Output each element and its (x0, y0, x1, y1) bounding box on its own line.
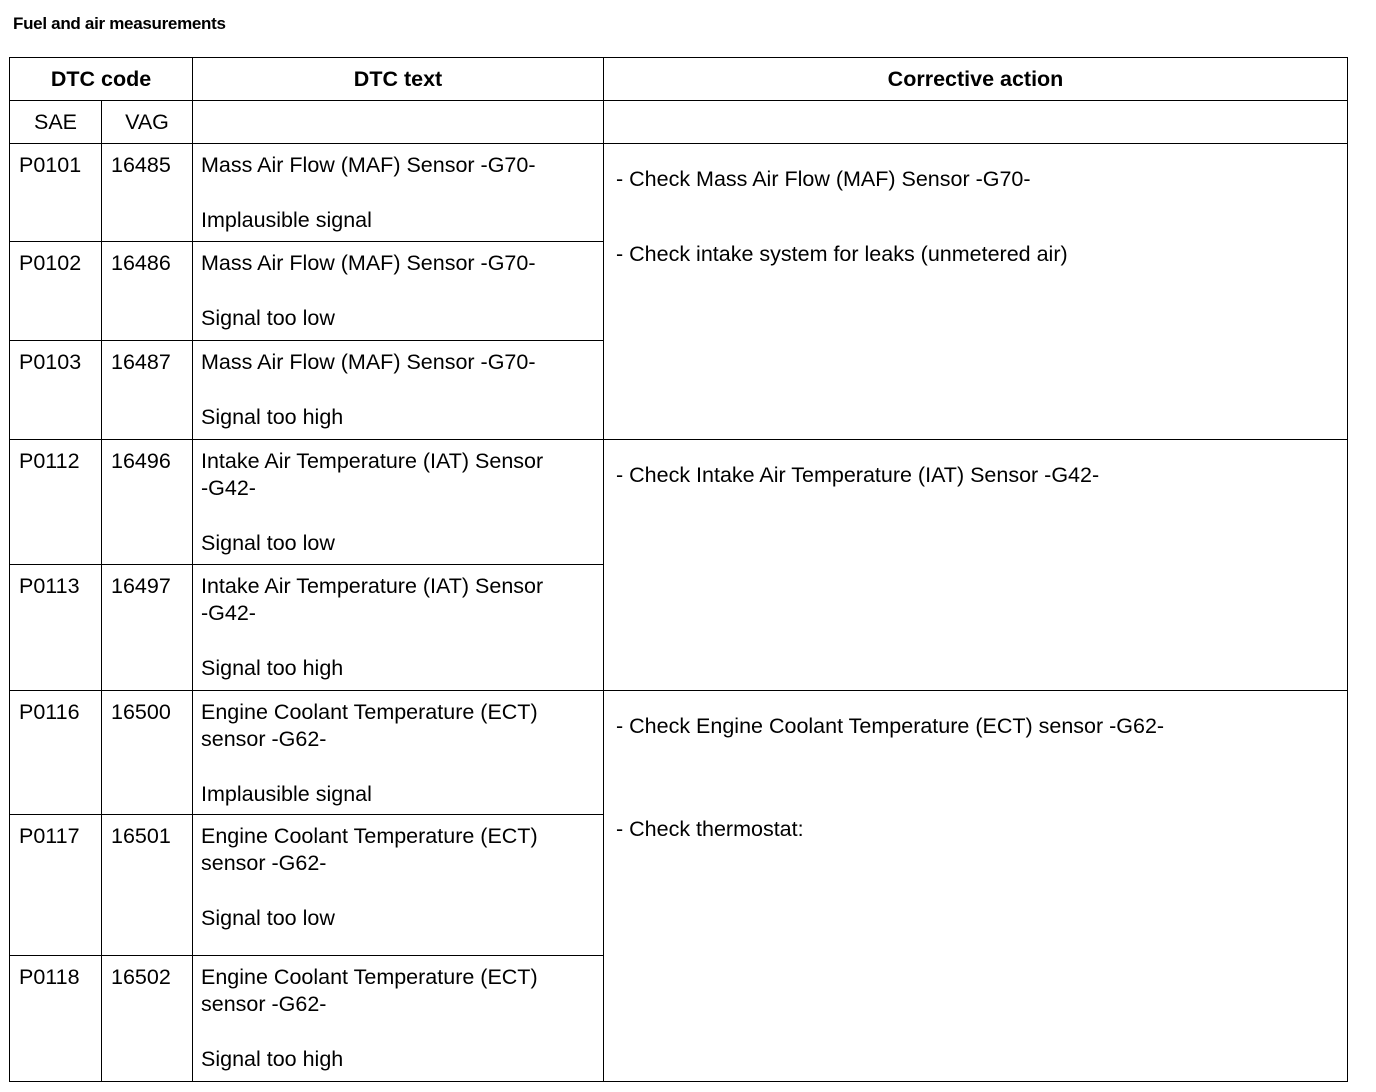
action-item: - Check Engine Coolant Temperature (ECT) sensor -G62- (616, 714, 1165, 738)
dtc-text-line: -G42- (201, 476, 256, 500)
header-vag: VAG (102, 101, 193, 144)
dtc-status: Signal too high (201, 405, 344, 429)
header-dtc-code: DTC code (10, 58, 193, 101)
header-corrective-action: Corrective action (604, 58, 1348, 101)
page-title: Fuel and air measurements (13, 14, 226, 33)
vag-code: 16500 (102, 691, 193, 815)
corrective-action (604, 144, 1348, 440)
dtc-status: Signal too low (201, 531, 335, 555)
dtc-status: Signal too high (201, 1047, 344, 1071)
sae-code: P0112 (10, 440, 102, 565)
dtc-status: Signal too low (201, 906, 335, 930)
sae-code: P0102 (10, 242, 102, 341)
vag-code: 16496 (102, 440, 193, 565)
header-row (10, 58, 1348, 101)
dtc-text-line: sensor -G62- (201, 851, 327, 875)
dtc-status: Implausible signal (201, 208, 372, 232)
vag-code: 16487 (102, 341, 193, 440)
action-item: - Check Mass Air Flow (MAF) Sensor -G70- (616, 167, 1031, 191)
vag-code: 16501 (102, 815, 193, 956)
vag-code: 16497 (102, 565, 193, 691)
dtc-text-line: -G42- (201, 601, 256, 625)
table-row (10, 440, 1348, 565)
sae-code: P0101 (10, 144, 102, 242)
dtc-status: Signal too low (201, 306, 335, 330)
dtc-text-line: sensor -G62- (201, 727, 327, 751)
header-dtc-text: DTC text (193, 58, 604, 101)
dtc-text (193, 691, 604, 815)
sae-code: P0113 (10, 565, 102, 691)
dtc-text (193, 341, 604, 440)
vag-code: 16486 (102, 242, 193, 341)
dtc-text-line: Engine Coolant Temperature (ECT) (201, 700, 538, 724)
table-row (10, 691, 1348, 815)
dtc-text (193, 242, 604, 341)
sae-code: P0116 (10, 691, 102, 815)
corrective-action (604, 691, 1348, 1082)
subheader-row (10, 101, 1348, 144)
dtc-text-line: sensor -G62- (201, 992, 327, 1016)
dtc-text-line: Intake Air Temperature (IAT) Sensor (201, 574, 544, 598)
dtc-text-line: Mass Air Flow (MAF) Sensor -G70- (201, 350, 536, 374)
corrective-action (604, 440, 1348, 691)
dtc-status: Signal too high (201, 656, 344, 680)
header-sae: SAE (10, 101, 102, 144)
dtc-table (9, 57, 1348, 1082)
action-item: - Check Intake Air Temperature (IAT) Sensor -G42- (616, 463, 1100, 487)
sae-code: P0117 (10, 815, 102, 956)
dtc-text (193, 956, 604, 1082)
dtc-status: Implausible signal (201, 782, 372, 806)
dtc-text (193, 565, 604, 691)
vag-code: 16502 (102, 956, 193, 1082)
dtc-text (193, 440, 604, 565)
table-row (10, 144, 1348, 242)
dtc-text (193, 815, 604, 956)
vag-code: 16485 (102, 144, 193, 242)
action-item: - Check thermostat: (616, 817, 804, 841)
sae-code: P0118 (10, 956, 102, 1082)
sae-code: P0103 (10, 341, 102, 440)
dtc-text-line: Mass Air Flow (MAF) Sensor -G70- (201, 153, 536, 177)
dtc-text (193, 144, 604, 242)
dtc-text-line: Engine Coolant Temperature (ECT) (201, 824, 538, 848)
dtc-text-line: Mass Air Flow (MAF) Sensor -G70- (201, 251, 536, 275)
dtc-text-line: Engine Coolant Temperature (ECT) (201, 965, 538, 989)
dtc-text-line: Intake Air Temperature (IAT) Sensor (201, 449, 544, 473)
action-item: - Check intake system for leaks (unmetered air) (616, 242, 1068, 266)
